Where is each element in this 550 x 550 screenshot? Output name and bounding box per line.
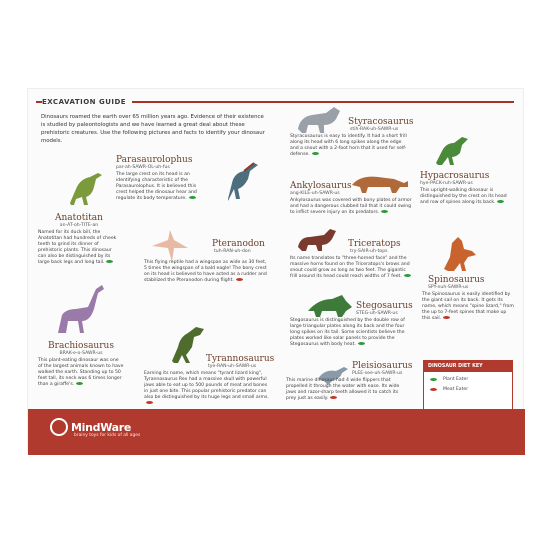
stegosaurus-text: Stegosaurus is distinguished by the double row of large triangular plates along its back and the four long spikes on its tail. Some scientists believe the plates worked like solar panels to provide the Stegosaurus with body heat. <box>290 318 405 347</box>
brand-tagline: brainy toys for kids of all ages <box>74 433 141 438</box>
styracosaurus-entry <box>290 117 414 158</box>
diet-key-meat-row <box>424 382 512 392</box>
meat-eater-icon <box>330 396 337 399</box>
parasaurolophus-entry <box>116 155 208 202</box>
plant-eater-icon <box>430 378 437 381</box>
hypacrosaurus-entry <box>420 171 514 206</box>
stegosaurus-pronunciation: STEG-uh-SAWR-us <box>356 311 398 316</box>
anatotitan-name: Anatotitan <box>55 213 103 223</box>
ankylosaurus-entry <box>290 181 412 216</box>
plant-eater-icon <box>106 260 113 263</box>
footer-bar <box>28 409 525 455</box>
spinosaurus-pronunciation: SPY-nuh-SAWR-us <box>428 285 469 290</box>
stegosaurus-name: Stegosaurus <box>356 301 413 311</box>
anatotitan-entry <box>38 213 120 266</box>
ankylosaurus-pronunciation: ang-KILE-uh-SAWR-us <box>290 191 340 196</box>
hypacrosaurus-text: This upright-walking dinosaur is distinguished by the crest on its head and row of spines along its back. <box>420 188 507 205</box>
pteranodon-text: This flying reptile had a wingspan as wide as 30 feet, 5 times the wingspan of a bald eagle! The bony crest on its head is believed to have acted as a rudder and stabilized the Pteranodon during flight. <box>144 260 267 283</box>
stegosaurus-entry <box>290 301 412 348</box>
meat-eater-label: Meat Eater <box>443 387 469 392</box>
parasaurolophus-name: Parasaurolophus <box>116 155 193 165</box>
diet-key-title: DINOSAUR DIET KEY <box>424 361 512 372</box>
ankylosaurus-name: Ankylosaurus <box>290 181 352 191</box>
page-title: EXCAVATION GUIDE <box>42 98 132 106</box>
triceratops-name: Triceratops <box>348 239 401 249</box>
hypacrosaurus-figure <box>432 133 472 167</box>
anatotitan-figure <box>64 169 106 209</box>
pleisiosaurus-text: This marine dinosaur had 4 wide flippers that propelled it through the water with ease. Its wide jaws and razor-sharp teeth allowed it to catch its prey just as easily. <box>286 378 400 401</box>
parasaurolophus-text: The large crest on its head is an identifying characteristic of the Parasaurolophus. It is believed this crest helped the dinosaur hear and regulate its body temperature. <box>116 172 197 201</box>
pleisiosaurus-entry <box>286 361 413 402</box>
brachiosaurus-entry <box>38 341 124 388</box>
meat-eater-icon <box>430 388 437 391</box>
spinosaurus-entry <box>422 275 514 322</box>
pteranodon-entry <box>144 239 270 284</box>
spinosaurus-text: The Spinosaurus is easily identified by the giant sail on its back. It gets its name, which means "spine lizard," from the up to 7-feet spines that make up this sail. <box>422 292 514 321</box>
triceratops-pronunciation: try-SAIR-uh-tops <box>350 249 388 254</box>
tyrannosaurus-name: Tyrannosaurus <box>206 354 275 364</box>
meat-eater-icon <box>443 316 450 319</box>
brachiosaurus-name: Brachiosaurus <box>48 341 114 351</box>
pteranodon-pronunciation: tuh-RAN-uh-don <box>214 249 251 254</box>
plant-eater-label: Plant Eater <box>443 377 469 382</box>
pleisiosaurus-name: Pleisiosaurus <box>352 361 413 371</box>
spinosaurus-figure <box>440 235 478 273</box>
brachiosaurus-text: This plant-eating dinosaur was one of the largest animals known to have walked the earth. Standing up to 50 feet tall, its neck was 6 times longer than a giraffe's. <box>38 358 124 387</box>
intro-paragraph: Dinosaurs roamed the earth over 65 million years ago. Evidence of their existence is studied by paleontologists and we have learned a great deal about these prehistoric creatures. Use the following pictures and facts to identify your dinosaur models. <box>41 114 265 144</box>
brand-logo-icon <box>50 418 68 436</box>
plant-eater-icon <box>358 342 365 345</box>
tyrannosaurus-text: Earning its name, which means "tyrant lizard king", Tyrannosaurus Rex had a massive skull with powerful jaws able to eat up to 500 pounds of meat and bones in just one bite. This popular prehistoric predator can also be distinguished by its huge legs and small arms. <box>144 371 269 400</box>
plant-eater-icon <box>189 196 196 199</box>
triceratops-entry <box>290 239 412 280</box>
hypacrosaurus-name: Hypacrosaurus <box>420 171 490 181</box>
excavation-guide-sheet <box>27 88 524 454</box>
meat-eater-icon <box>236 278 243 281</box>
pleisiosaurus-pronunciation: PLEE-see-uh-SAWR-us <box>352 371 403 376</box>
triceratops-text: Its name translates to "three-horned face" and the massive horns found on the Triceratops's brows and snout could grow as long as two feet. The gigantic frill around its head could reach widths of 7 feet. <box>290 256 410 279</box>
diet-key <box>423 360 513 416</box>
anatotitan-text: Named for its duck bill, the Anatotitan had hundreds of cheek teeth to grind its dinner of prehistoric plants. This dinosaur can also be distinguished by its large back legs and long tail. <box>38 230 117 265</box>
plant-eater-icon <box>312 152 319 155</box>
pteranodon-name: Pteranodon <box>212 239 265 249</box>
plant-eater-icon <box>76 382 83 385</box>
tyrannosaurus-pronunciation: tye-RAN-uh-SAWR-us <box>208 364 257 369</box>
plant-eater-icon <box>497 200 504 203</box>
anatotitan-pronunciation: an-AT-oh-TITE-an <box>59 223 99 228</box>
parasaurolophus-figure <box>214 159 262 203</box>
meat-eater-icon <box>146 401 153 404</box>
ankylosaurus-text: Ankylosaurus was covered with bony plates of armor and had a dangerous clubbed tail that it could swing to inflict severe injury on its predators. <box>290 198 412 215</box>
brand-name: MindWare <box>71 420 132 434</box>
parasaurolophus-pronunciation: par-ah-SAWR-OL-uh-fus <box>116 165 170 170</box>
styracosaurus-text: Styracosaurus is easy to identify. It had a short frill along its head with 6 long spikes along the edge and a snout with a 2-foot horn that it used for self-defense. <box>290 134 407 157</box>
diet-key-plant-row <box>424 372 512 382</box>
brachiosaurus-pronunciation: BRAK-e-o-SAWR-us <box>59 351 103 356</box>
styracosaurus-name: Styracosaurus <box>348 117 414 127</box>
styracosaurus-pronunciation: stih-RAK-uh-SAWR-us <box>350 127 399 132</box>
brachiosaurus-figure <box>50 281 114 337</box>
tyrannosaurus-entry <box>144 354 275 407</box>
plant-eater-icon <box>381 210 388 213</box>
spinosaurus-name: Spinosaurus <box>428 275 485 285</box>
hypacrosaurus-pronunciation: hye-PACK-ruh-SAWR-us <box>420 181 473 186</box>
plant-eater-icon <box>404 274 411 277</box>
